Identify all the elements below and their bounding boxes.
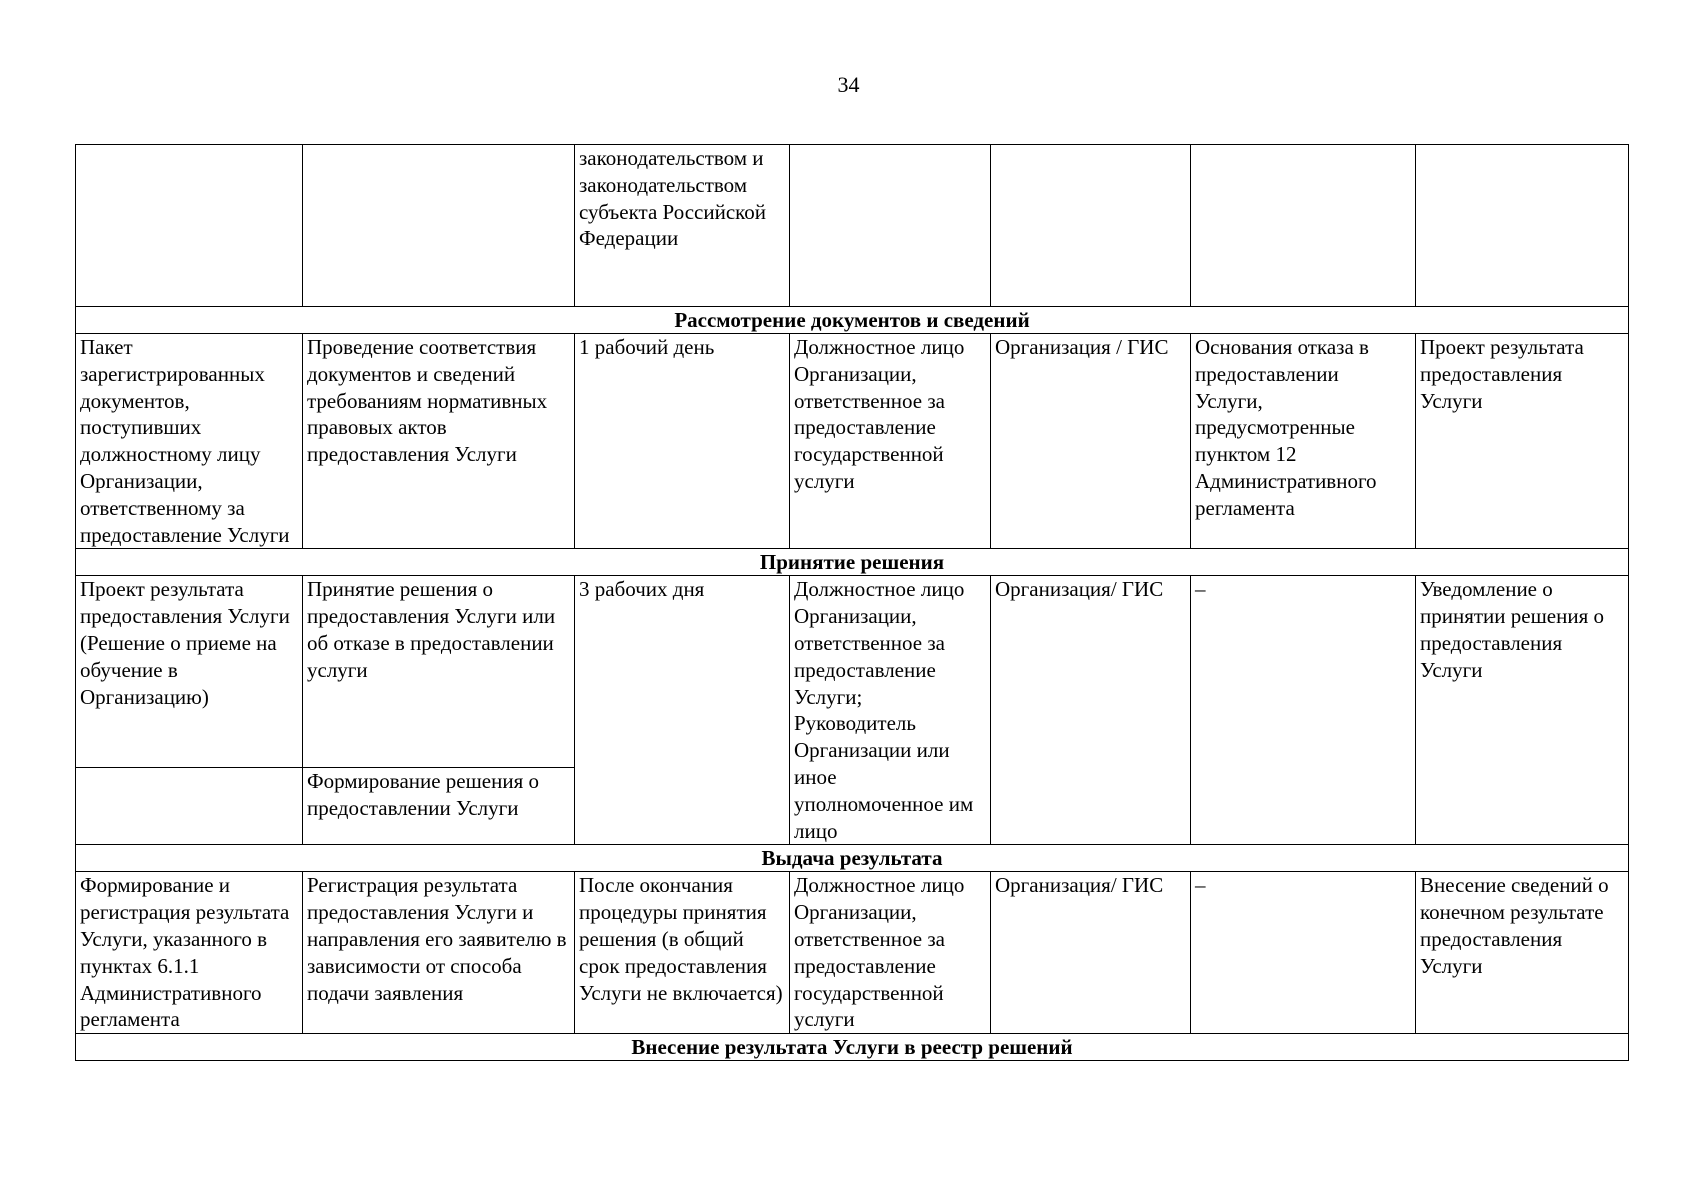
duration-cell: 1 рабочий день: [575, 334, 790, 549]
section-title: Рассмотрение документов и сведений: [76, 307, 1629, 334]
action-cell: Формирование решения о предоставлении Услуги: [303, 767, 575, 844]
table-row-continuation: [76, 145, 1629, 307]
responsible-cell: Должностное лицо Организации, ответственное за предоставление государственной услуги: [790, 334, 991, 549]
table-cell: [303, 145, 575, 307]
criteria-cell: –: [1191, 576, 1416, 845]
action-cell: Принятие решения о предоставления Услуги или об отказе в предоставлении услуги: [303, 576, 575, 768]
section-title: Принятие решения: [76, 549, 1629, 576]
basis-cell: Проект результата предоставления Услуги (Решение о приеме на обучение в Организацию): [76, 576, 303, 768]
section-title: Внесение результата Услуги в реестр решений: [76, 1034, 1629, 1061]
duration-cell: 3 рабочих дня: [575, 576, 790, 845]
basis-cell: Формирование и регистрация результата Услуги, указанного в пунктах 6.1.1 Административного регламента: [76, 872, 303, 1034]
legal-basis-fragment: законодательством и законодательством субъекта Российской Федерации: [575, 145, 790, 307]
page-number: 34: [837, 72, 860, 97]
table-row-review: [76, 334, 1629, 549]
section-header-decision: [76, 549, 1629, 576]
table-cell: [790, 145, 991, 307]
duration-cell: После окончания процедуры принятия решения (в общий срок предоставления Услуги не включается): [575, 872, 790, 1034]
result-cell: Уведомление о принятии решения о предоставления Услуги: [1416, 576, 1629, 845]
table-row-decision: [76, 576, 1629, 768]
section-header-issuance: [76, 845, 1629, 872]
action-cell: Проведение соответствия документов и сведений требованиям нормативных правовых актов предоставления Услуги: [303, 334, 575, 549]
location-cell: Организация / ГИС: [991, 334, 1191, 549]
location-cell: Организация/ ГИС: [991, 576, 1191, 845]
result-cell: Внесение сведений о конечном результате предоставления Услуги: [1416, 872, 1629, 1034]
table-cell: [991, 145, 1191, 307]
section-title: Выдача результата: [76, 845, 1629, 872]
table-cell: [76, 145, 303, 307]
table-cell: [1191, 145, 1416, 307]
criteria-cell: Основания отказа в предоставлении Услуги, предусмотренные пунктом 12 Административного регламента: [1191, 334, 1416, 549]
table-cell: [1416, 145, 1629, 307]
responsible-cell: Должностное лицо Организации, ответственное за предоставление государственной услуги: [790, 872, 991, 1034]
basis-cell: Пакет зарегистрированных документов, поступивших должностному лицу Организации, ответственному за предоставление Услуги: [76, 334, 303, 549]
criteria-cell: –: [1191, 872, 1416, 1034]
action-cell: Регистрация результата предоставления Услуги и направления его заявителю в зависимости от способа подачи заявления: [303, 872, 575, 1034]
procedure-table: [75, 144, 1629, 1061]
responsible-cell: Должностное лицо Организации, ответственное за предоставление Услуги; Руководитель Организации или иное уполномоченное им лицо: [790, 576, 991, 845]
basis-cell: [76, 767, 303, 844]
table-row-issuance: [76, 872, 1629, 1034]
section-header-review: [76, 307, 1629, 334]
location-cell: Организация/ ГИС: [991, 872, 1191, 1034]
section-header-registry: [76, 1034, 1629, 1061]
result-cell: Проект результата предоставления Услуги: [1416, 334, 1629, 549]
